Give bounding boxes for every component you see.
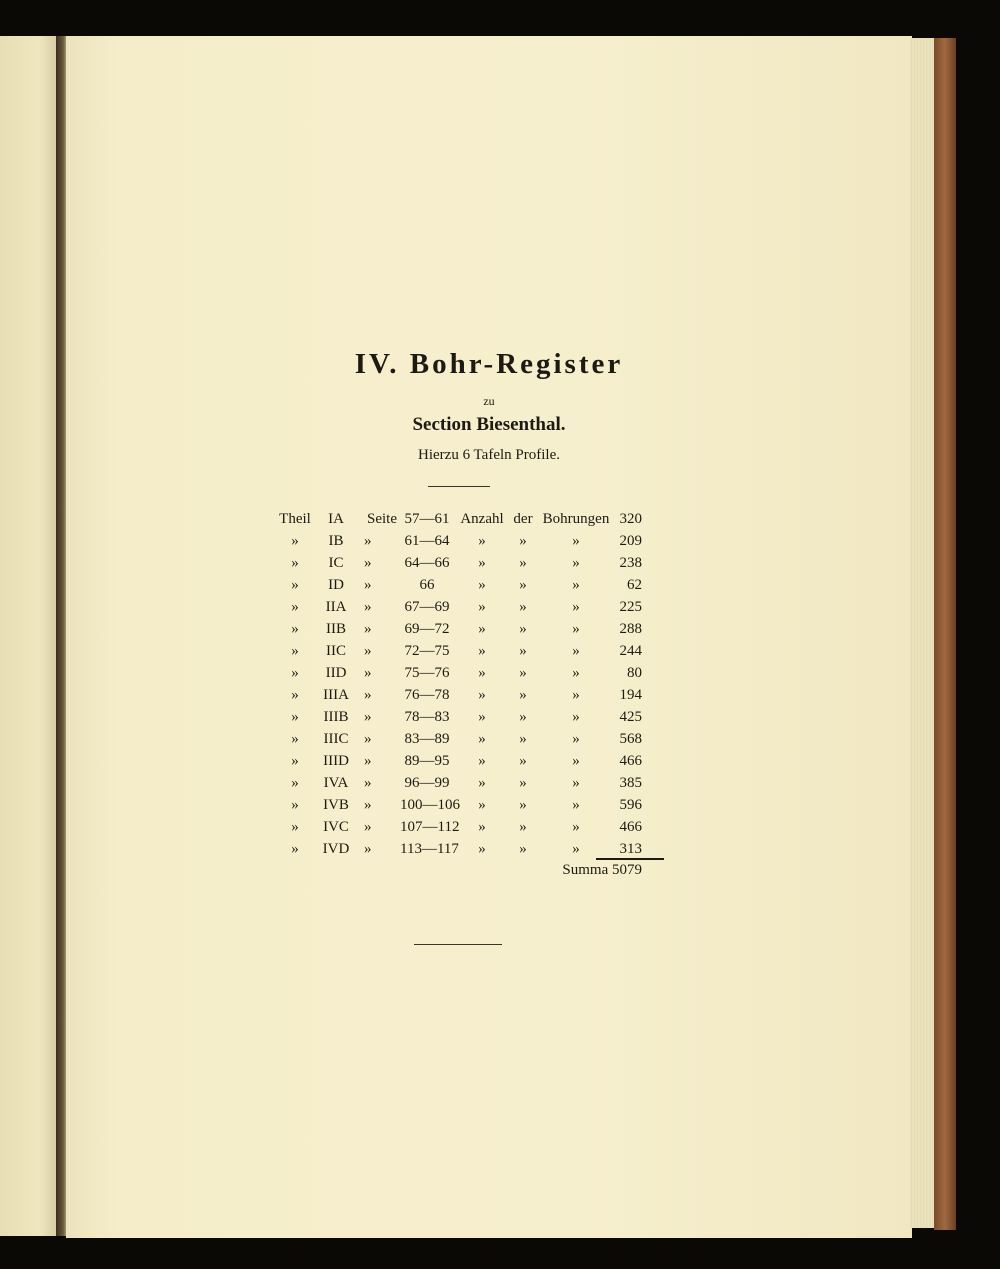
col-range: 57—61 bbox=[404, 511, 450, 527]
row-part: IVB bbox=[323, 797, 349, 813]
table-row bbox=[66, 841, 912, 863]
row-seite: » bbox=[364, 797, 372, 813]
row-part: IVA bbox=[323, 775, 349, 791]
row-theil: » bbox=[291, 841, 299, 857]
row-range: 75—76 bbox=[404, 665, 450, 681]
row-range: 83—89 bbox=[404, 731, 450, 747]
row-theil: » bbox=[291, 533, 299, 549]
book-page bbox=[66, 36, 912, 1238]
row-der: » bbox=[519, 731, 527, 747]
row-anzahl: » bbox=[478, 841, 486, 857]
table-row bbox=[66, 599, 912, 621]
row-bohrungen: » bbox=[572, 577, 580, 593]
row-bohrungen: » bbox=[572, 687, 580, 703]
row-part: IIID bbox=[323, 753, 349, 769]
row-count: 194 bbox=[619, 687, 642, 703]
row-seite: » bbox=[364, 819, 372, 835]
row-seite: » bbox=[364, 533, 372, 549]
row-seite: » bbox=[364, 643, 372, 659]
row-seite: » bbox=[364, 621, 372, 637]
row-seite: » bbox=[364, 665, 372, 681]
sum-rule bbox=[596, 858, 664, 860]
col-bohrungen: Bohrungen bbox=[542, 511, 610, 527]
table-row bbox=[66, 709, 912, 731]
row-count: 568 bbox=[619, 731, 642, 747]
row-anzahl: » bbox=[478, 577, 486, 593]
row-der: » bbox=[519, 841, 527, 857]
table-row bbox=[66, 643, 912, 665]
row-part: IID bbox=[325, 665, 347, 681]
row-count: 209 bbox=[619, 533, 642, 549]
row-bohrungen: » bbox=[572, 775, 580, 791]
row-bohrungen: » bbox=[572, 533, 580, 549]
row-part: IIIB bbox=[323, 709, 349, 725]
row-range: 100—106 bbox=[400, 797, 460, 813]
row-theil: » bbox=[291, 665, 299, 681]
table-row bbox=[66, 533, 912, 555]
row-seite: » bbox=[364, 753, 372, 769]
row-bohrungen: » bbox=[572, 621, 580, 637]
col-part: IA bbox=[328, 511, 344, 527]
row-range: 76—78 bbox=[404, 687, 450, 703]
row-range: 113—117 bbox=[400, 841, 459, 857]
col-theil: Theil bbox=[279, 511, 311, 527]
row-part: IIIA bbox=[323, 687, 349, 703]
col-anzahl: Anzahl bbox=[460, 511, 504, 527]
row-count: 596 bbox=[619, 797, 642, 813]
row-count: 425 bbox=[619, 709, 642, 725]
row-der: » bbox=[519, 753, 527, 769]
row-part: IIIC bbox=[323, 731, 349, 747]
row-range: 61—64 bbox=[404, 533, 450, 549]
table-row bbox=[66, 753, 912, 775]
row-range: 78—83 bbox=[404, 709, 450, 725]
row-anzahl: » bbox=[478, 687, 486, 703]
row-der: » bbox=[519, 599, 527, 615]
row-theil: » bbox=[291, 731, 299, 747]
row-anzahl: » bbox=[478, 555, 486, 571]
table-row bbox=[66, 797, 912, 819]
row-theil: » bbox=[291, 819, 299, 835]
table-row bbox=[66, 665, 912, 687]
row-bohrungen: » bbox=[572, 665, 580, 681]
table-row bbox=[66, 731, 912, 753]
facing-page-edge bbox=[0, 36, 56, 1236]
row-theil: » bbox=[291, 775, 299, 791]
row-theil: » bbox=[291, 555, 299, 571]
row-theil: » bbox=[291, 643, 299, 659]
row-theil: » bbox=[291, 687, 299, 703]
row-range: 66 bbox=[419, 577, 435, 593]
row-range: 64—66 bbox=[404, 555, 450, 571]
row-anzahl: » bbox=[478, 621, 486, 637]
row-anzahl: » bbox=[478, 775, 486, 791]
row-seite: » bbox=[364, 709, 372, 725]
row-der: » bbox=[519, 775, 527, 791]
table-row bbox=[66, 687, 912, 709]
row-der: » bbox=[519, 643, 527, 659]
row-der: » bbox=[519, 687, 527, 703]
page-title: IV. Bohr-Register bbox=[354, 348, 624, 380]
row-anzahl: » bbox=[478, 599, 486, 615]
col-der: der bbox=[513, 511, 533, 527]
table-row bbox=[66, 621, 912, 643]
row-anzahl: » bbox=[478, 533, 486, 549]
table-row bbox=[66, 775, 912, 797]
row-part: IIA bbox=[325, 599, 347, 615]
row-seite: » bbox=[364, 775, 372, 791]
row-bohrungen: » bbox=[572, 753, 580, 769]
row-count: 313 bbox=[619, 841, 642, 857]
row-bohrungen: » bbox=[572, 731, 580, 747]
row-theil: » bbox=[291, 709, 299, 725]
row-count: 62 bbox=[627, 577, 642, 593]
row-count: 238 bbox=[619, 555, 642, 571]
row-range: 69—72 bbox=[404, 621, 450, 637]
page-edges bbox=[910, 38, 934, 1228]
table-row bbox=[66, 819, 912, 841]
row-der: » bbox=[519, 819, 527, 835]
table-row bbox=[66, 555, 912, 577]
row-anzahl: » bbox=[478, 709, 486, 725]
row-der: » bbox=[519, 621, 527, 637]
row-der: » bbox=[519, 665, 527, 681]
row-part: IIC bbox=[326, 643, 346, 659]
row-der: » bbox=[519, 577, 527, 593]
row-seite: » bbox=[364, 841, 372, 857]
row-part: IB bbox=[328, 533, 344, 549]
row-theil: » bbox=[291, 599, 299, 615]
row-der: » bbox=[519, 555, 527, 571]
row-count: 80 bbox=[627, 665, 642, 681]
divider-top bbox=[428, 486, 490, 487]
row-count: 466 bbox=[619, 819, 642, 835]
row-theil: » bbox=[291, 621, 299, 637]
summa-total: Summa 5079 bbox=[562, 862, 642, 878]
row-anzahl: » bbox=[478, 731, 486, 747]
section-name: Section Biesenthal. bbox=[412, 414, 566, 435]
col-seite: Seite bbox=[367, 511, 397, 527]
row-part: ID bbox=[328, 577, 344, 593]
row-bohrungen: » bbox=[572, 599, 580, 615]
row-bohrungen: » bbox=[572, 555, 580, 571]
row-part: IC bbox=[328, 555, 344, 571]
row-seite: » bbox=[364, 731, 372, 747]
book-cover-edge bbox=[934, 38, 956, 1230]
row-range: 67—69 bbox=[404, 599, 450, 615]
row-theil: » bbox=[291, 797, 299, 813]
row-der: » bbox=[519, 533, 527, 549]
row-bohrungen: » bbox=[572, 841, 580, 857]
row-count: 225 bbox=[619, 599, 642, 615]
row-range: 96—99 bbox=[404, 775, 450, 791]
col-count: 320 bbox=[619, 511, 642, 527]
row-anzahl: » bbox=[478, 643, 486, 659]
row-bohrungen: » bbox=[572, 797, 580, 813]
row-part: IVD bbox=[322, 841, 350, 857]
row-bohrungen: » bbox=[572, 709, 580, 725]
plates-note: Hierzu 6 Tafeln Profile. bbox=[418, 447, 560, 463]
row-theil: » bbox=[291, 577, 299, 593]
row-part: IIB bbox=[326, 621, 346, 637]
row-der: » bbox=[519, 709, 527, 725]
row-seite: » bbox=[364, 687, 372, 703]
row-range: 89—95 bbox=[404, 753, 450, 769]
row-anzahl: » bbox=[478, 753, 486, 769]
row-seite: » bbox=[364, 599, 372, 615]
row-anzahl: » bbox=[478, 797, 486, 813]
row-count: 466 bbox=[619, 753, 642, 769]
table-header-row bbox=[66, 511, 912, 533]
row-count: 288 bbox=[619, 621, 642, 637]
title-connector: zu bbox=[483, 394, 495, 408]
row-part: IVC bbox=[323, 819, 349, 835]
row-seite: » bbox=[364, 577, 372, 593]
row-der: » bbox=[519, 797, 527, 813]
row-theil: » bbox=[291, 753, 299, 769]
row-bohrungen: » bbox=[572, 819, 580, 835]
row-seite: » bbox=[364, 555, 372, 571]
row-bohrungen: » bbox=[572, 643, 580, 659]
row-anzahl: » bbox=[478, 665, 486, 681]
row-count: 244 bbox=[619, 643, 642, 659]
row-range: 72—75 bbox=[404, 643, 450, 659]
table-row bbox=[66, 577, 912, 599]
row-count: 385 bbox=[619, 775, 642, 791]
row-range: 107—112 bbox=[400, 819, 460, 835]
divider-bottom bbox=[414, 944, 502, 945]
row-anzahl: » bbox=[478, 819, 486, 835]
